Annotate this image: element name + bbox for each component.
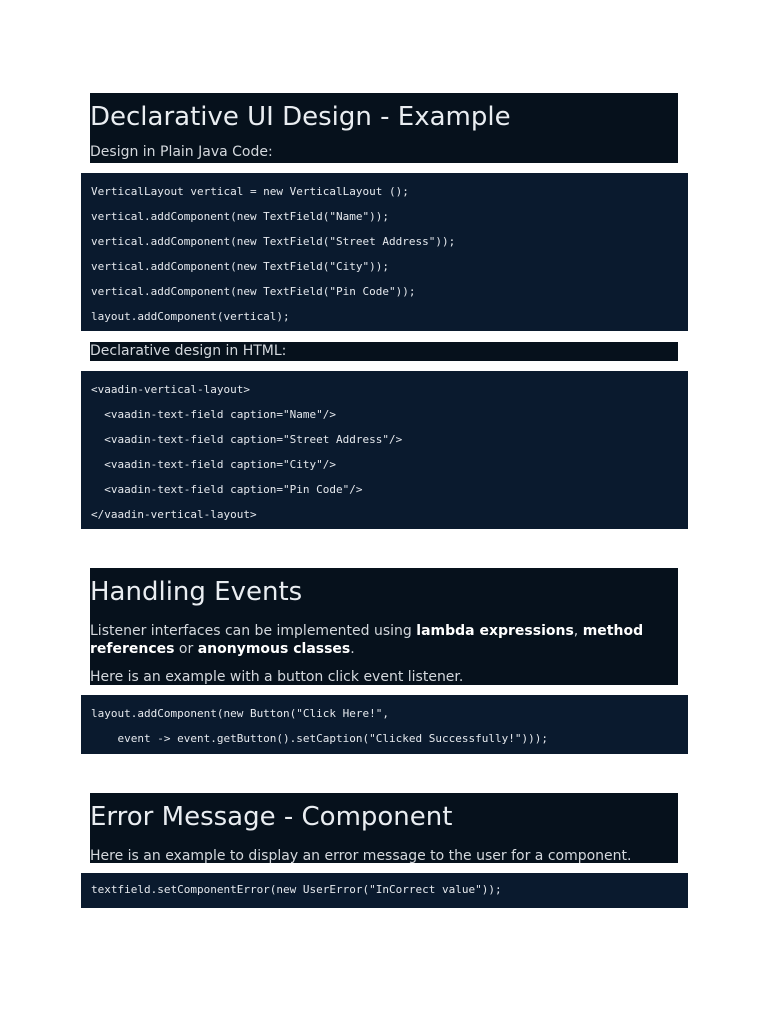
code-line: vertical.addComponent(new TextField("Pin Code")); bbox=[91, 285, 416, 298]
code-line: layout.addComponent(new Button("Click Here!", bbox=[91, 707, 390, 720]
code-line: </vaadin-vertical-layout> bbox=[91, 508, 257, 521]
section-error-header bbox=[90, 793, 678, 863]
intro-text: . bbox=[350, 641, 355, 657]
code-line: VerticalLayout vertical = new VerticalLayout (); bbox=[91, 185, 409, 198]
java-code-block bbox=[81, 173, 688, 331]
code-line: event -> event.getButton().setCaption("Clicked Successfully!"))); bbox=[91, 732, 548, 745]
section-intro bbox=[90, 622, 678, 658]
html-design-label: Declarative design in HTML: bbox=[90, 342, 678, 361]
section-title: Declarative UI Design - Example bbox=[90, 102, 511, 132]
code-line: <vaadin-text-field caption="Street Address"/> bbox=[91, 433, 403, 446]
section-title: Error Message - Component bbox=[90, 802, 453, 832]
event-code-block bbox=[81, 695, 688, 754]
intro-text: or bbox=[174, 641, 198, 657]
code-line: textfield.setComponentError(new UserError("InCorrect value")); bbox=[91, 883, 502, 896]
code-line: vertical.addComponent(new TextField("Street Address")); bbox=[91, 235, 456, 248]
section-example-text: Here is an example to display an error message to the user for a component. bbox=[90, 848, 632, 864]
code-line: <vaadin-text-field caption="City"/> bbox=[91, 458, 337, 471]
code-line: layout.addComponent(vertical); bbox=[91, 310, 290, 323]
code-line: <vaadin-text-field caption="Name"/> bbox=[91, 408, 337, 421]
section-events-header bbox=[90, 568, 678, 685]
intro-bold-lambda: lambda expressions bbox=[416, 623, 574, 639]
section-declarative-header bbox=[90, 93, 678, 163]
html-code-block bbox=[81, 371, 688, 529]
section-title: Handling Events bbox=[90, 577, 303, 607]
intro-bold-anonymous-classes: anonymous classes bbox=[197, 641, 351, 657]
code-line: vertical.addComponent(new TextField("Name")); bbox=[91, 210, 390, 223]
code-line: <vaadin-text-field caption="Pin Code"/> bbox=[91, 483, 363, 496]
code-line: vertical.addComponent(new TextField("City")); bbox=[91, 260, 390, 273]
intro-text: , bbox=[573, 623, 583, 639]
intro-text: Listener interfaces can be implemented using bbox=[90, 623, 417, 639]
section-example-text: Here is an example with a button click event listener. bbox=[90, 669, 464, 685]
section-subtitle: Design in Plain Java Code: bbox=[90, 144, 273, 160]
code-line: <vaadin-vertical-layout> bbox=[91, 383, 250, 396]
intro-bold-method-references: method references bbox=[90, 623, 644, 657]
error-code-block bbox=[81, 873, 688, 908]
